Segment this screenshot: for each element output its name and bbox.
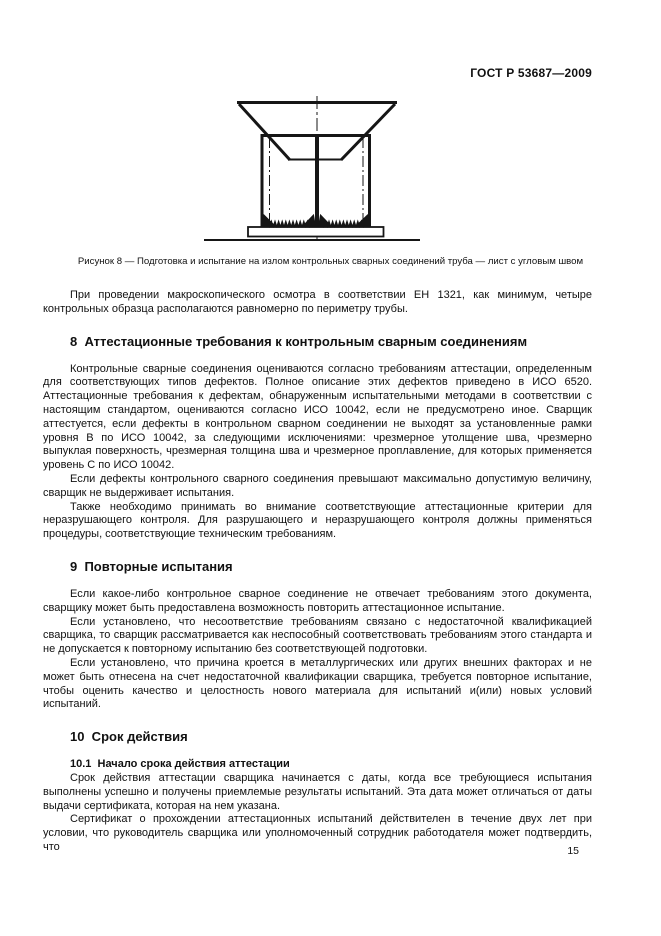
section-10-1-heading: 10.1 Начало срока действия аттестации (70, 758, 290, 771)
paragraph: Сертификат о прохождении аттестационных испытаний действителен в течение двух лет при условии, что руководитель сварщика или уполномоченный сотрудник работодателя может подтвердить, что (43, 813, 592, 853)
standard-number-header: ГОСТ Р 53687—2009 (470, 66, 592, 80)
weld-fillet-right (355, 215, 370, 227)
paragraph: Если дефекты контрольного сварного соединения превышают максимально допустимую величину, сварщик не выдерживает испытания. (43, 472, 592, 499)
section-9-heading: 9 Повторные испытания (70, 558, 233, 574)
figure-caption: Рисунок 8 — Подготовка и испытание на излом контрольных сварных соединений труба — лист с угловым швом (77, 256, 584, 267)
figure-8 (0, 90, 661, 246)
paragraph: Если какое-либо контрольное сварное соединение не отвечает требованиям этого документа, сварщику может быть предоставлена возможность повторить аттестационное испытание. (43, 587, 592, 614)
paragraph: Если установлено, что причина кроется в металлургических или других внешних факторах и не может быть отнесена на счет недостаточной квалификации сварщика, требуется повторное испытание, чтобы оценить качество и целостность нового материала для испытаний и(или) новых условий испытаний. (43, 656, 592, 711)
document-body (43, 289, 592, 855)
paragraph: Также необходимо принимать во внимание соответствующие аттестационные критерии для неразрушающего контроля. Для разрушающего и неразрушающего контроля должны применяться процедуры, соответствующие техническим требованиям. (43, 500, 592, 541)
weld-fracture-test-diagram (0, 90, 661, 246)
paragraph: Срок действия аттестации сварщика начинается с даты, когда все требующиеся испытания выполнены успешно и получены приемлемые результаты испытаний. Эта дата может отличаться от даты выдачи сертификата, которая на нем указана. (43, 771, 592, 812)
base-plate (248, 227, 384, 237)
section-8-heading: 8 Аттестационные требования к контрольным сварным соединениям (70, 333, 528, 349)
weld-fillet-center-right (319, 215, 333, 227)
page-number: 15 (567, 845, 579, 857)
paragraph: Если установлено, что несоответствие требованиям связано с недостаточной квалификацией сварщика, то сварщик рассматривается как неспособный соответствовать требованиям этого стандарта и не допускается к повторному испытанию без соответствующей подготовки. (43, 615, 592, 656)
paragraph: Контрольные сварные соединения оцениваются согласно требованиям аттестации, определенным для соответствующих типов дефектов. Полное описание этих дефектов приведено в ИСО 6520. Аттестационные требования к дефектам, обнаруженным испытательными методами в соответствии с настоящим стандартом, оцениваются согласно ИСО 10042, если не предусмотрено иное. Сварщик аттестуется, если дефекты в контрольном сварном соединении не выходят за установленные рамки уровня В по ИСО 10042, за следующими исключениями: чрезмерное утолщение шва, чрезмерно выпуклая поверхность, чрезмерная толщина шва и чрезмерное проплавление, для которых применяется уровень С по ИСО 10042. (43, 362, 592, 472)
paragraph-macro-inspection: При проведении макроскопического осмотра в соответствии ЕН 1321, как минимум, четыре контрольных образца располагаются равномерно по периметру трубы. (43, 289, 592, 315)
section-10-heading: 10 Срок действия (70, 729, 188, 745)
